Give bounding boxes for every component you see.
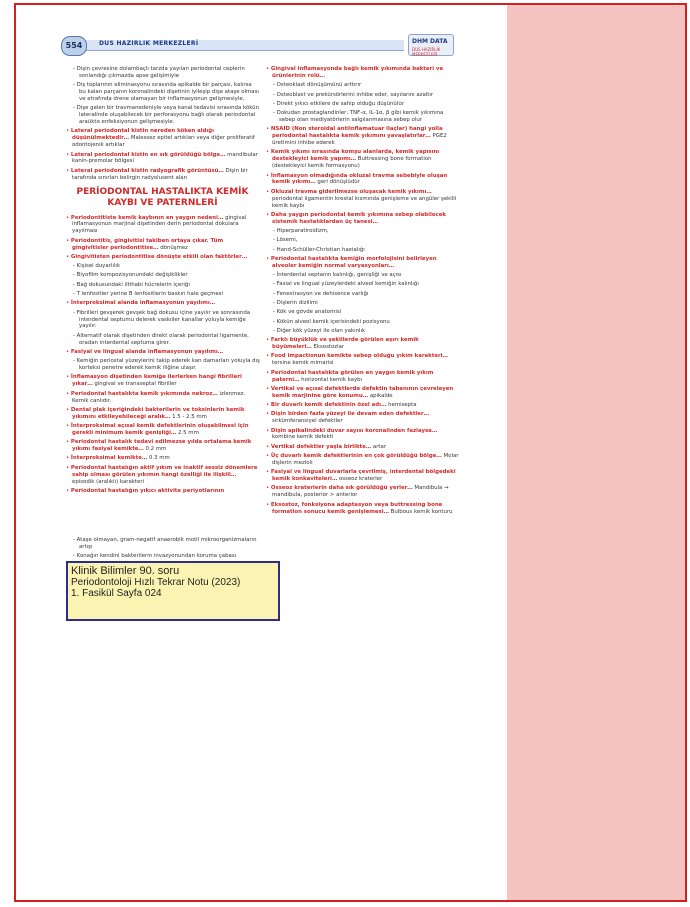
answer-text: Kişisel duyarlılık [76,263,121,270]
bullet-marker: - [73,291,77,298]
page-header [51,30,461,58]
question-text: İnterproksimal alanda inflamasyonun yayılımı… [70,300,216,307]
bullet-marker: • [266,149,271,156]
bullet-marker: • [266,172,271,179]
question-text: Periodontitis, gingivitisi takiben ortaya çıkar. Tüm gingivitisler periodontitise… [70,237,224,251]
question-text: Daha yaygın periodontal kemik yıkımına sebep olabilecek sistemik hastalıklardan üç tanesi… [270,211,446,225]
question-text: Vertikal defektler yaşla birlikte… [270,443,372,450]
bullet-marker: - [73,553,77,560]
answer-text: gingival ve transseptal fibriller [92,381,177,388]
answer-text: Bağ dokusundaki iltihabi hücrelerin içeriği [76,281,190,288]
question-text: Lateral periodontal kistin nereden köken aldığı düşünülmektedir… [70,128,214,142]
question-text: Osseoz kraterlerin daha sık görüldüğü yerler… [270,485,413,492]
bullet-marker: - [73,272,77,279]
answer-text: Osteoklast dönüşümünü arttırır [276,82,362,89]
list-item [65,488,260,495]
list-item [265,126,460,147]
question-text: Fasiyal ve lingual alanda inflamasyonun yayılımı… [70,348,224,355]
bullet-marker: • [266,188,271,195]
reference-note-box [66,561,280,621]
answer-text: Kökün alveol kemik içerisindeki pozisyonu [276,318,390,325]
answer-text: gingival inflamasyonun marjinal dişetinden derin periodontal dokulara yayılması [72,214,247,235]
right-list [265,66,460,515]
question-text: İnflamasyon dişetinden kemiğe ilerlerken hangi fibrilleri yıkar… [70,374,242,388]
question-text: Gingival inflamasyonda bağlı kemik yıkımında bakteri ve ürünlerinin rolü… [270,66,444,79]
bullet-marker: • [266,211,271,218]
list-item [65,105,260,126]
list-item [265,92,460,99]
bullet-marker: • [266,411,271,418]
bullet-marker: • [66,390,71,397]
bullet-marker: • [66,253,71,260]
answer-text: Dişe gelen bir travmanedeniyle veya kanal tedavisi sırasında kökün lateralinde oluşabilecek bir perforasyonu bağlı olarak periodontal araüktə enfeksiyonun gelişmesiyle. [76,105,260,126]
bullet-marker: - [273,110,277,117]
bullet-marker: • [266,427,271,434]
bullet-marker: - [73,263,77,270]
bullet-marker: • [266,337,271,344]
question-text: Periodontitiste kemik kaybının en yaygın nedeni… [70,214,224,221]
answer-text: Osteoblast ve prekürsörlerini inhibe eder, sayılarını azaltır [276,91,434,98]
list-item [265,502,460,516]
list-item [265,328,460,335]
bullet-marker: - [73,105,77,112]
list-item [65,310,260,331]
bullet-marker: • [266,369,271,376]
list-item [265,291,460,298]
question-text: Dental plak içeriğindeki bakterilerin ve toksinlerin kemik yıkımını etkileyebileceği aralık… [70,406,245,420]
note-line-2: Periodontoloji Hızlı Tekrar Notu (2023) [71,577,241,588]
bullet-marker: - [73,309,77,316]
left-column [65,66,260,563]
question-text: Bir duvarlı kemik defektinin özel adı… [270,402,387,409]
bullet-marker: • [66,487,71,494]
list-item [265,370,460,384]
list-item [265,444,460,451]
list-item [65,82,260,103]
answer-text: 1.5 - 2.5 mm [170,413,207,420]
bullet-marker: - [73,66,77,72]
bullet-marker: • [266,469,271,476]
list-item [65,300,260,307]
answer-text: mandibular kanin-premolar bölgesi [72,151,258,165]
bullet-marker: • [266,402,271,409]
page-number-badge: 554 [61,36,87,56]
answer-text: Fenestrasyon ve dehisence varlığı [276,290,369,297]
answer-text: Alternatif olarak dişetinden direkt olarak periodontal ligamente, oradan interdental septuma girer. [76,332,249,346]
question-text: Periodontal hastalık tedavi edilmezse yılda ortalama kemik yıkımı fasiyal kemikte… [70,439,252,453]
list-item [265,386,460,400]
list-item [65,374,260,388]
answer-text: Dişin çevresine dolambaçlı tarzda yayılan periodontal ceplerin sonlandığı çıkmazda apse gelişimiyle [76,66,245,79]
answer-text: T lenfositler yerine B lenfositlerin baskın hale geçmesi [76,291,223,298]
answer-text: Biyofilm kompozisyonundaki değişiklikler [76,272,188,279]
answer-text: osseoz kraterler [337,476,383,483]
answer-text: izlenmez. Kemik canlıdır. [72,390,246,404]
answer-text: Hiperparatiroidizm, [276,228,329,235]
list-item [265,300,460,307]
question-text: Food impactionun kemikte sebep olduğu yıkım karakteri… [270,353,448,360]
bullet-marker: - [73,358,77,365]
bullet-marker: • [266,385,271,392]
list-item [65,423,260,437]
list-item [265,212,460,226]
bullet-marker: • [266,255,271,262]
list-item [65,215,260,236]
bullet-marker: - [273,228,277,235]
bullet-marker: - [73,281,77,288]
list-item [265,353,460,367]
answer-text: Kemiğin periostal yüzeylerini takip ederek kan damarları yoluyla dış korteksi penetre ederek kemik iliğine ulaşır. [76,358,260,372]
question-text: İnflamasyon olmadığında okluzal travma sebebiyle oluşan kemik yıkımı… [270,172,448,186]
question-text: Lateral periodontal kistin en sık görüldüğü bölge… [70,151,226,158]
list-item [65,66,260,80]
list-item [265,402,460,409]
list-item [265,82,460,89]
question-text: İnterproksimal kemikte… [70,455,148,462]
list-item [65,263,260,270]
list-item [265,228,460,235]
list-item [65,455,260,462]
section-title-line2: KAYBI VE PATERNLERİ [107,197,218,208]
note-line-3: 1. Fasikül Sayfa 024 [71,588,162,599]
answer-text: 0.3 mm [147,455,170,462]
answer-text: Dişin bir tarafında sınırları belirgin radyolusent alan [72,167,248,181]
bullet-marker: • [66,167,71,174]
logo-text: DHM DATA [412,38,448,45]
bullet-marker: • [66,423,71,430]
answer-text: Direkt yıkıcı etkilere de sahip olduğu düşünülür [276,100,404,107]
section-title [65,187,260,209]
question-text: Periodontal hastalığın yıkıcı aktivite periyotlarının [70,487,225,494]
question-text: Periodontal hastalığın aktif yıkım ve inaktif sessiz dönemlere sahip olması görülen yıkımın hangi özelliği ile ilişkili… [70,464,258,478]
question-text: Fasiyal ve lingual duvarlarla çevrilmiş, interdental bölgedeki kemik konkaviteleri… [270,469,456,483]
answer-text: hemisepta [386,402,417,409]
bullet-marker: • [66,439,71,446]
answer-text: Dokudan prostaglandinler, TNF-α, IL-1α, β gibi kemik yıkımına sebep olan mediyatörlerin salgılanmasına sebep olur [276,110,444,123]
bullet-marker: • [266,485,271,492]
answer-text: PGE2 üretimini inhibe ederek [272,133,447,147]
list-item [65,333,260,347]
list-item [265,411,460,425]
bullet-marker: • [266,126,271,133]
question-text: Lateral periodontal kistin radyografik görüntüsü… [70,167,224,174]
bullet-marker: • [66,151,71,158]
answer-text: Malessez epitel artıkları veya diğer proliferatif odontojenik artıklar [72,135,255,149]
left-list-main [65,215,260,495]
header-title: DUS HAZIRLIK MERKEZLERİ [99,40,199,47]
answer-text: Dişlerin dizilimi [276,300,318,307]
list-item [65,291,260,298]
list-item [265,256,460,270]
bullet-marker: • [66,237,71,244]
list-item [65,439,260,453]
bullet-marker: - [273,237,277,244]
logo [408,34,454,56]
question-text: Farklı büyüklük ve şekillerde görülen aşırı kemik büyümeleri… [270,337,419,351]
question-text: Gingivitisten periodontitise dönüşte etkili olan faktörler… [70,253,248,260]
answer-text: Diş toplarının eliminasyonu sırasında apikalde bir parçası, kalırsa bu kalan parçanın koronalindeki dişetinin iyileşip dişe ataşe olması ve etrafında drene olamayan bir inflamasyonun gelişmesiyle, [76,82,259,103]
list-item [265,101,460,108]
answer-text: geri dönüşlüdür [315,179,360,186]
question-text: Eksostoz, fonksiyona adaptasyon veya buttressing bone formation sonucu kemik genişlemesi… [270,501,443,515]
list-item [265,272,460,279]
right-column [265,66,460,518]
question-text: Dişin apikalindeki duvar sayısı koronalinden fazlaysa… [270,427,438,434]
bullet-marker: - [273,246,277,253]
bullet-marker: - [273,309,277,316]
bullet-marker: - [73,332,77,339]
question-text: Periodontal hastalıkta kemik yıkımında nekroz… [70,390,218,397]
answer-text: Diğer kök yüzeyi ile olan yakınlık [276,327,366,334]
question-text: İnterproksimal açısal kemik defektlerinin oluşabilmesi için gerekli minimum kemik genişliği… [70,423,249,436]
list-item [265,337,460,351]
list-item [65,254,260,261]
list-item [65,282,260,289]
answer-text: Fibrilleri gevşerek gevşek bağ dokusu içine yayılır ve sonrasında interdental septumu delerek vaskıiler kanallar yoluyla kemiğe yayılır. [76,309,251,330]
list-item [65,391,260,405]
bullet-marker: • [66,300,71,307]
right-pink-margin [507,5,685,900]
answer-text: 0.2 mm [143,446,167,453]
answer-text: periodontal ligamentin krestal kısmında genişleme ve angüler şekilli kemik kaybı [272,195,457,209]
answer-text: Molar dişlerin mezioli [272,453,459,466]
question-text: Periodontal hastalıkta görülen en yaygın kemik yıkım paterni… [270,369,434,383]
bullet-marker: • [66,374,71,381]
bullet-marker: • [66,348,71,355]
left-list-bottom [65,537,260,560]
list-item [65,152,260,166]
bullet-marker: - [273,91,277,98]
answer-text: Konağın kendini bakterilerin invazyonundan koruma çabası [76,553,237,560]
bullet-marker: - [273,327,277,334]
bullet-marker: - [273,318,277,325]
list-item [65,272,260,279]
left-list-top [65,66,260,182]
list-item [265,149,460,170]
bullet-marker: - [273,300,277,307]
answer-text: Mandibula → mandibula, posterior > anterior [272,485,449,499]
list-item [65,128,260,149]
question-text: Dişin birden fazla yüzeyi ile devam eden defektler… [270,411,429,418]
list-item [265,110,460,124]
section-title-line1: PERİODONTAL HASTALIKTA KEMİK [76,186,249,197]
list-item [265,453,460,467]
bullet-marker: • [66,214,71,221]
bullet-marker: • [66,464,71,471]
answer-text: Eksostozlar [311,344,345,351]
list-item [65,349,260,356]
list-item [265,66,460,80]
answer-text: Hand-Schüller-Christian hastalığı [276,246,365,253]
answer-text: Ataşe olmayan, gram-negatif anaerobik motil mikroorganizmaların artışı [76,537,257,551]
answer-text: Buttressing bone formation (destekleyici kemik formasyonu) [272,156,432,170]
list-item [265,281,460,288]
question-text: Üç duvarlı kemik defektlerinin en çok görüldüğü bölge… [270,453,442,460]
list-item [265,428,460,442]
answer-text: horizontal kemik kaybı [299,376,363,383]
list-item [65,168,260,182]
question-text: Kemik yıkımı sırasında komşu alanlarda, kemik yapısını destekleyici kemik yapımı… [270,149,440,163]
question-text: Periodontal hastalıkta kemiğin morfolojisini belirleyen alveoler kemiğin normal varyasyonları… [270,255,437,269]
question-text: Okluzal travma giderilmezse oluşacak kemik yıkımı… [270,188,432,195]
bullet-marker: - [273,281,277,288]
bullet-marker: • [266,353,271,360]
answer-text: tersine kemik mimarisi [272,360,334,367]
bullet-marker: • [266,66,271,72]
bullet-marker: - [273,100,277,107]
question-text: NSAID (Non steroidal antiinflamatuar ilaçlar) hangi yolla periodontal hastalıkta kemik yıkımını yavaşlatırlar… [270,126,443,140]
list-item [65,358,260,372]
list-item [65,238,260,252]
answer-text: 2.5 mm [176,429,199,436]
answer-text: Lösemi, [276,237,298,244]
bullet-marker: - [73,537,77,544]
list-item [265,485,460,499]
answer-text: Bulbous kemik konturu [388,508,453,515]
bullet-marker: - [273,272,277,279]
answer-text: Kök ve gövde anatomisi [276,309,342,316]
answer-text: artar [371,443,387,450]
overlay-gap [65,497,260,537]
logo-subtext: DUS HAZIRLIK MERKEZLERİ [412,47,441,57]
answer-text: kombine kemik defekti [272,434,334,441]
answer-text: dönüşmez [158,244,188,251]
bullet-marker: - [73,82,77,89]
answer-text: sirkümferansiyel defektler [272,418,343,425]
answer-text: İnterdental septanın kalınlığı, genişliği ve açısı [276,272,402,279]
list-item [65,407,260,421]
list-item [265,309,460,316]
question-text: Vertikal ve açısal defektlerde defektin tabanının çevreleyen kemik marjinine göre konumu… [270,385,454,399]
note-line-1: Klinik Bilimler 90. soru [71,565,180,577]
list-item [65,465,260,486]
answer-text: apikalde [368,392,393,399]
list-item [265,173,460,187]
bullet-marker: • [266,501,271,508]
list-item [265,319,460,326]
bullet-marker: • [66,455,71,462]
bullet-marker: • [66,406,71,413]
list-item [65,537,260,551]
bullet-marker: - [273,82,277,89]
answer-text: episodik (aralıklı) karakteri [72,478,145,485]
bullet-marker: - [273,290,277,297]
list-item [265,469,460,483]
list-item [265,247,460,254]
list-item [65,553,260,560]
list-item [265,189,460,210]
answer-text: Fasial ve lingual yüzeylerdeki alveol kemiğin kalınlığı [276,281,419,288]
list-item [265,237,460,244]
bullet-marker: • [266,443,271,450]
bullet-marker: • [266,453,271,460]
bullet-marker: • [66,128,71,135]
